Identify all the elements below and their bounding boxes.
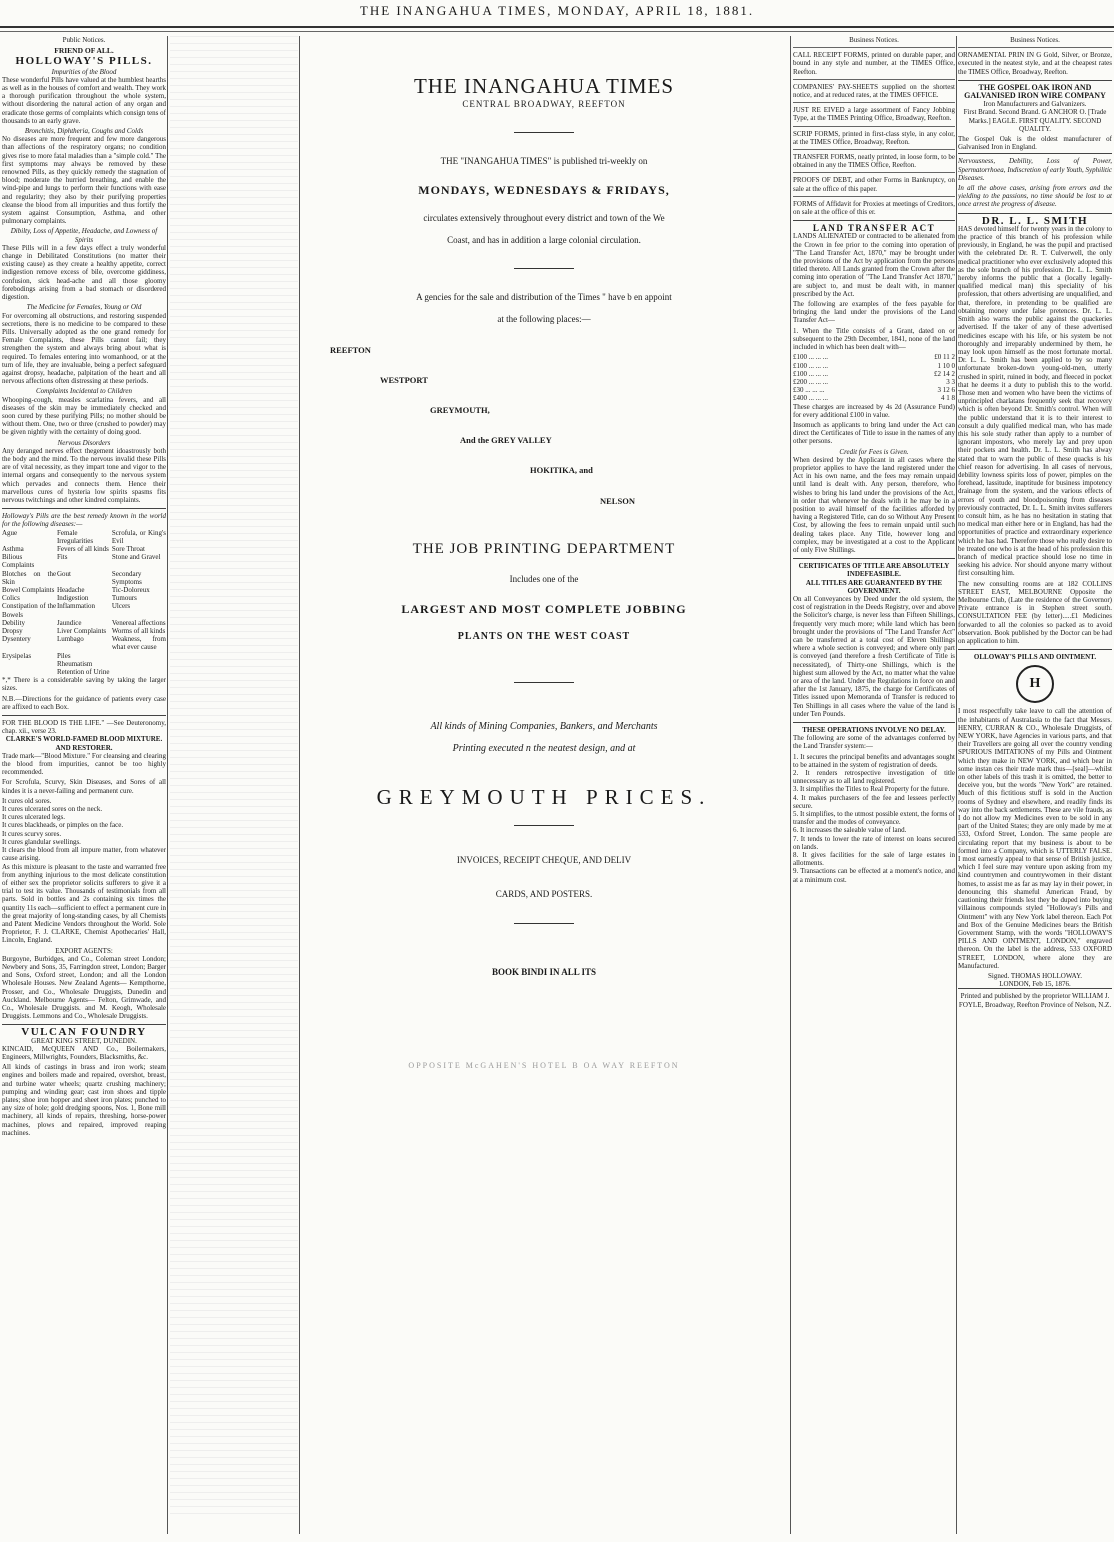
friend-heading: FRIEND OF ALL. — [54, 46, 114, 56]
cure-item: It cures blackheads, or pimples on the face. — [2, 821, 124, 830]
separator — [514, 682, 574, 683]
advantage-item: 5. It simplifies, to the utmost possible extent, the forms of transfer and the modes of conveyance. — [793, 810, 955, 827]
signature-date: LONDON, Feb 15, 1876. — [999, 980, 1071, 989]
column-header: Business Notices. — [1010, 36, 1060, 44]
forms-notice: FORMS of Affidavit for Proxies at meetings of Creditors, on sale at the office of this er. — [793, 196, 955, 216]
disease-cell: Dropsy — [2, 627, 23, 636]
signature: Signed. THOMAS HOLLOWAY. — [988, 971, 1082, 980]
children-text: Whooping-cough, measles scarlatina fevers, and all diseases of the skin may be immediately checked and soon cured by these purifying Pills; no mother should be without them. One, two or three (crushed to powder) may be given nightly with the certainty of doing good. — [2, 395, 166, 437]
address-footer: OPPOSITE McGAHEN'S HOTEL B OA WAY REEFTON — [408, 1060, 680, 1070]
job-printing-title: THE JOB PRINTING DEPARTMENT — [412, 540, 676, 557]
fee-note: These charges are increased by 4s 2d (Assurance Fund) for every additional £100 in value. — [793, 402, 955, 419]
impurities-heading: Impurities of the Blood — [51, 67, 117, 76]
advantage-item: 2. It renders retrospective investigation of title unnecessary as to all land registered. — [793, 769, 955, 786]
disease-row — [2, 570, 166, 586]
published-line: THE "INANGAHUA TIMES" is published tri-weekly on — [440, 156, 648, 167]
disease-row — [2, 619, 166, 627]
advantage-item: 9. Transactions can be effected at a moment's notice, and at a minimum cost. — [793, 867, 955, 884]
females-text: For overcoming all obstructions, and restoring suspended secretions, there is no medicine to be compared to these Pills. Universally adopted as the one grand remedy for Female Complaints, these Pills cannot fail; they strengthen the system and always bring about what is required. To females entering into womanhood, or at the turn of life, they are invaluable, being a perfect safeguard against dropsy, headache, palpitation of the heart and all nervous affections often distressing at these periods. — [2, 311, 166, 386]
fee-cell: £200 ... ... ... — [793, 377, 828, 386]
disease-cell: Dysentery — [2, 635, 31, 644]
vulcan-address: GREAT KING STREET, DUNEDIN. — [31, 1036, 137, 1045]
disease-cell: Tumours — [111, 594, 137, 603]
cures-list — [2, 797, 166, 863]
dr-smith-consult: The new consulting rooms are at 182 COLLINS STREET EAST, MELBOURNE Opposite the Melbourne Club, (Late the residence of the Governor) Private entrance is in Stephen street south. CONSULTATION FEE (by letter).....£1 Medicines forwarded to all the colonies so packed as to avoid observation. Book published by the Doctor can be had on application to him. — [958, 579, 1112, 646]
fees-table — [793, 353, 955, 402]
largest-line: LARGEST AND MOST COMPLETE JOBBING — [401, 602, 687, 617]
disease-cell: Bilious Complaints — [2, 553, 35, 570]
vulcan-title: VULCAN FOUNDRY — [2, 1024, 166, 1036]
gospel-oak-brands: First Brand. Second Brand. G ANCHOR O. [Trade Marks.] EAGLE. FIRST QUALITY. SECOND QUALITY. — [963, 108, 1107, 133]
fee-cell: 1 10 0 — [937, 361, 955, 370]
kincaid-text: All kinds of castings in brass and iron work; steam engines and boilers made and repaired, overshot, breast, and turbine water wheels; quartz crushing machinery; pumping and winding gear; cast iron shoes and tipple plates; shoe iron hopper and sheet iron plates; punched to any size of hole; gold dredging spoons, Nos. 1, Bone mill machinery, all kinds of repairs, threshing, horse-power machines, plows and repaired, improved reaping machines. — [2, 1063, 166, 1137]
scrip-notice: SCRIP FORMS, printed in first-class style, in any color, at the TIMES Office, Broadway, Reefton. — [793, 126, 955, 146]
guaranteed-heading: ALL TITLES ARE GUARANTEED BY THE GOVERNMENT. — [805, 578, 943, 595]
fee-cell: £2 14 2 — [934, 369, 955, 378]
disease-cell — [2, 668, 56, 676]
times-address: CENTRAL BROADWAY, REEFTON — [462, 99, 626, 110]
call-receipt-notice: CALL RECEIPT FORMS, printed on durable paper, and bound in any style and number, at the TIMES Office, Reefton. — [793, 47, 955, 76]
certificates-heading: CERTIFICATES OF TITLE ARE ABSOLUTELY INDEFEASIBLE. — [793, 558, 955, 578]
advantage-item: 6. It increases the saleable value of land. — [793, 826, 907, 835]
disease-cell: Jaundice — [56, 618, 82, 627]
disease-row — [2, 627, 166, 635]
disease-cell: Female Irregularities — [56, 528, 94, 545]
disease-row — [2, 660, 166, 668]
cards-line: CARDS, AND POSTERS. — [495, 889, 593, 900]
ornamental-notice: ORNAMENTAL PRIN IN G Gold, Silver, or Bronze, executed in the neatest style, and at the cheapest rates the TIMES Office, Broadway, Reefton. — [958, 47, 1112, 76]
land-transfer-text: LANDS ALIENATED or contracted to be alienated from the Crown in fee prior to the coming into operation of "The Land Transfer Act, 1870," may be brought under the provisions of the Act by application from the persons titled thereto. All Lands granted from the Crown after the coming into operation of "The Land Transfer Act 1870," are subject to, and must be dealt with, in manner prescribed by the Act. — [793, 232, 955, 298]
disease-row — [2, 553, 166, 569]
disease-cell — [112, 652, 166, 660]
greymouth-prices: GREYMOUTH PRICES. — [376, 785, 712, 810]
places-intro: at the following places:— — [497, 314, 591, 325]
proofs-notice: PROOFS OF DEBT, and other Forms in Bankruptcy, on sale at the office of this paper. — [793, 172, 955, 192]
advantages-intro: The following are some of the advantages conferred by the Land Transfer system:— — [793, 734, 955, 751]
disease-cell: Lumbago — [56, 635, 84, 644]
nervous-heading: Nervous Disorders — [57, 438, 111, 447]
cure-item: It cures ulcerated legs. — [2, 813, 65, 822]
advantages-list — [793, 753, 955, 884]
fee-cell: £30 ... ... ... — [793, 386, 825, 395]
disease-cell — [2, 660, 56, 668]
cure-item: It cures old sores. — [2, 796, 52, 805]
fee-cell: £400 ... ... ... — [793, 394, 828, 403]
nervousness-text: In all the above cases, arising from errors and the yielding to the passions, no time should be lost to at once arrest the progress of disease. — [958, 184, 1112, 209]
clarke-title: CLARKE'S WORLD-FAMED BLOOD MIXTURE. AND RESTORER. — [5, 735, 163, 752]
credit-heading: Credit for Fees is Given. — [839, 447, 909, 456]
disease-row — [2, 668, 166, 676]
fee-row — [793, 353, 955, 361]
disease-cell: Scrofula, or King's Evil — [111, 528, 166, 545]
disease-cell: Worms of all kinds — [111, 627, 166, 636]
plants-line: PLANTS ON THE WEST COAST — [457, 631, 631, 643]
diseases-table — [2, 529, 166, 677]
times-title: THE INANGAHUA TIMES — [413, 74, 675, 98]
holloway-pills-title: HOLLOWAY'S PILLS. — [15, 55, 153, 68]
cure-item: It cures scurvy sores. — [2, 829, 62, 838]
disease-cell: Weakness, from what ever cause — [111, 635, 166, 652]
invoices-line: INVOICES, RECEIPT CHEQUE, AND DELIV — [456, 855, 632, 866]
fee-cell: £100 ... ... ... — [793, 369, 828, 378]
fee-row — [793, 394, 955, 402]
includes-line: Includes one of the — [509, 574, 579, 585]
circulates-line: circulates extensively throughout every district and town of the We — [423, 212, 665, 223]
debility-text: These Pills will in a few days effect a truly wonderful change in Debilitated Constitutions (no matter their existing cause) as they create a healthy appetite, correct indigestion remove excess of bile, overcome giddiness, confusion, sick head-ache and all those gloomy forebodings arising from a bad stomach or disordered digestion. — [2, 243, 166, 302]
disease-row — [2, 586, 166, 594]
dr-smith-title: DR. L. L. SMITH — [958, 213, 1112, 225]
holloway-warning-title: OLLOWAY'S PILLS AND OINTMENT. — [958, 649, 1112, 661]
fee-row — [793, 362, 955, 370]
disease-row — [2, 602, 166, 618]
pay-sheets-notice: COMPANIES' PAY-SHEETS supplied on the shortest notice, and at reduced rates, at the TIMES OFFICE. — [793, 79, 955, 99]
gospel-oak-title: THE GOSPEL OAK IRON AND GALVANISED IRON WIRE COMPANY — [958, 80, 1112, 100]
coast-line: Coast, and has in addition a large colonial circulation. — [447, 235, 641, 246]
cure-item: It clears the blood from all impure matter, from whatever cause arising. — [2, 846, 166, 863]
disease-cell: Retention of Urine — [56, 668, 110, 677]
separator — [514, 923, 574, 924]
type-notice: JUST RE EIVED a large assortment of Fancy Jobbing Type, at the TIMES Printing Office, Broadway, Reefton. — [793, 102, 955, 122]
place-reefton: REEFTON — [330, 344, 371, 355]
disease-cell: Ague — [2, 528, 18, 537]
land-transfer-title: LAND TRANSFER ACT — [793, 220, 955, 232]
disease-cell: Fevers of all kinds — [56, 544, 109, 553]
advantage-item: 3. It simplifies the Titles to Real Property for the future. — [793, 785, 950, 794]
place-grey-valley: And the GREY VALLEY — [460, 435, 552, 446]
column-business-notices-2 — [958, 36, 1112, 1532]
disease-cell: Indigestion — [56, 594, 89, 603]
fee-row — [793, 386, 955, 394]
disease-cell — [112, 668, 166, 676]
disease-row — [2, 545, 166, 553]
trade-mark-seal-icon: H — [1016, 665, 1054, 703]
cure-item: It cures glandular swellings. — [2, 837, 81, 846]
disease-cell: Fits — [56, 553, 68, 562]
fee-row — [793, 378, 955, 386]
book-binding-line: BOOK BINDI IN ALL ITS — [491, 966, 597, 977]
mining-line: All kinds of Mining Companies, Bankers, and Merchants — [430, 720, 658, 732]
dr-smith-text: HAS devoted himself for twenty years in the colony to the practice of this branch of his profession while previously, in England, he was the pupil and practised with the celebrated Dr. R. T. Culverwell, the only medical practitioner who ever exclusively adopted this as the sole branch of his profession. Dr. L. L. Smith hereby informs the public that a (locally legally-qualified medical man) this speciality of his profession, that others advertising are unqualified, and that, therefore, in pretending to be qualified are obtaining money under false pretences. Dr. L. L. Smith also warns the public against the quackeries advertised. If the taker of any of these advertised medicines escape with his life, or his system be not thoroughly and irreparably undermined by them, he may look upon himself as the most fortunate mortal. Dr. L. L. Smith has been applied to by so many unfortunate broken-down young-old-men, utterly crushed in spirit, ruined in body, and fleeced in pocket that he deems it a duty to publish this to the world. Those men and women who have been the victims of unprincipled charlatans frequently seek that recovery which is often beyond Dr. Smith's control. When will the public understand that it is to their interest to consult a duly qualified medical man, who has made this his sole study rather than apply to a number of ignorant impostors, who merely lay and prey upon their pockets and health. Dr. L. L. Smith has alway stated that to warn the public of these quacks is his chief reason for advertising. In all cases of nervous, debility lowness spirits loss of power, pimples on the forehead, lassitude, inaptitude for business impotency drainage from the system, and the various effects of errors of youth and bloodpoisoning from diseases previously contracted, Dr. L. L. Smith invites sufferers to consult him, as he has no hesitation in stating that no medical man either here or in England, has had the opportunities of practice and extraordinary experience which he has had. Therefore those who really desire to be treated one who is at the head of his profession this branch of medical practice should lose no time in seeking his advice. Nor should anyone marry without first consulting him. — [958, 224, 1112, 578]
kincaid-heading: KINCAID, McQUEEN AND Co., Boilermakers, Engineers, Millwrights, Founders, Blacksmiths, &c. — [2, 1044, 166, 1061]
separator — [514, 825, 574, 826]
printer-imprint: Printed and published by the proprietor WILLIAM J. FOYLE, Broadway, Reefton Province of Nelson, N.Z. — [958, 988, 1112, 1008]
disease-cell: Liver Complaints — [56, 627, 107, 636]
insomuch-text: Insomuch as applicants to bring land under the Act can direct the Certificates of Title to issue in the names of any other persons. — [793, 420, 955, 446]
column-faded — [170, 36, 298, 1532]
clarke-text: As this mixture is pleasant to the taste and warranted free from anything injurious to the most delicate constitution of either sex the proprietor solicits sufferers to give it a trial to test its value. Thousands of testimonials from all parts. Sold in bottles and 2s containing six times the quantity 11s each—sufficient to effect a permanent cure in the great majority of long-standing cases, by all Chemists and Patent Medicine Vendors throughout the World. Sole Proprietor, F. J. CLARKE, Chemist Apothecaries' Hall, Lincoln, England. — [2, 862, 166, 945]
fee-cell: 3 3 — [946, 377, 955, 386]
disease-cell: Venereal affections — [111, 618, 166, 627]
disease-cell: Headache — [56, 586, 85, 594]
agents-text: Burgoyne, Burbidges, and Co., Coleman street London; Newbery and Sons, 35, Farringdon street, London; Barger and Sons, Oxford street, London; and all the London Wholesale Houses. New Zealand Agents— Kempthorne, Prosser, and Co., Wholesale Druggists, Dunedin and Auckland. Melbourne Agents— Felton, Grimwade, and Co., Wholesale Druggists. and M. Keogh, Wholesale Druggists. Lemmons and Co., Wholesale Druggists. — [2, 954, 166, 1021]
disease-row — [2, 635, 166, 651]
disease-cell: Secondary Symptoms — [111, 569, 142, 586]
disease-cell: Bowel Complaints — [2, 586, 55, 594]
place-nelson: NELSON — [600, 495, 635, 506]
disease-cell: Tic-Doloreux — [111, 586, 150, 594]
column-header: Public Notices. — [62, 36, 106, 44]
disease-cell: Sore Throat — [111, 544, 145, 553]
nb-note: N.B.—Directions for the guidance of patients every case are affixed to each Box. — [2, 694, 166, 711]
disease-cell: Asthma — [2, 544, 24, 553]
nervousness-heading: Nervousness, Debility, Loss of Power, Spermatorrhoea, Indiscretion of early Youth, Syphilitic Diseases. — [958, 153, 1112, 182]
disease-cell: Erysipelas — [2, 651, 32, 660]
gospel-oak-text: The Gospel Oak is the oldest manufacturer of Galvanised Iron in England. — [958, 135, 1112, 152]
debility-heading: Dibilty, Loss of Appetite, Headache, and Lowness of Spirits — [10, 227, 158, 244]
saving-note: *,* There is a considerable saving by taking the larger sizes. — [2, 676, 166, 693]
disease-cell: Rheumatism — [56, 659, 93, 668]
gospel-oak-subtitle: Iron Manufacturers and Galvanizers. — [983, 100, 1087, 109]
fee-cell: 4 1 8 — [941, 394, 955, 403]
remedy-heading: Holloway's Pills are the best remedy known in the world for the following diseases:— — [2, 508, 166, 528]
fees-intro: The following are examples of the fees payable for bringing the land under the provisions of the Land Transfer Act— — [793, 300, 955, 325]
disease-cell: Stone and Gravel — [111, 553, 161, 562]
disease-cell: Piles — [56, 651, 71, 660]
cure-item: It cures ulcerated sores on the neck. — [2, 805, 103, 814]
agencies-line: A gencies for the sale and distribution of the Times " have b en appoint — [416, 292, 672, 303]
fee-cell: 3 12 6 — [937, 386, 955, 395]
nervous-text: Any deranged nerves effect thegement idoastrously both the body and the mind. To the nervous invalid these Pills are of vital necessity, as they impart tone and vigor to the internal organs and consequently to the nervous system which pervades and connects them. Hence their marvellous cures of hysteria low spirits spasms fits nervous twitchings and other kindred complaints. — [2, 446, 166, 504]
disease-cell: Debility — [2, 618, 25, 627]
disease-row — [2, 594, 166, 602]
disease-cell: Ulcers — [111, 602, 131, 611]
transfer-notice: TRANSFER FORMS, neatly printed, in loose form, to be obtained in any the TIMES Office, Reefton. — [793, 149, 955, 169]
column-header: Business Notices. — [849, 36, 899, 44]
column-times-advert — [300, 36, 788, 1532]
fee-row — [793, 370, 955, 378]
disease-row — [2, 652, 166, 660]
advantage-item: 7. It tends to lower the rate of interest on loans secured on lands. — [793, 834, 955, 851]
bronchitis-text: No diseases are more frequent and few more dangerous than affections of the respiratory organs; no condition gives rise to more fatal maladies than a "simple cold." The first symptoms may always be removed by these renowned Pills, as they quickly remedy the stagnation of blood; moderate the hurried breathing, and enable the wind-pipe and lungs to perform their functions with ease and regularity; they also by their purifying properties cleanse the blood from all impurities and thus fortify the system against Consumption, Asthma, and other pulmonary complaints. — [2, 135, 166, 226]
place-westport: WESTPORT — [380, 374, 428, 385]
advantage-item: 4. It makes purchasers of the fee and lessees perfectly secure. — [793, 793, 955, 810]
disease-cell: Inflammation — [56, 602, 96, 611]
females-heading: The Medicine for Females, Young or Old — [26, 303, 142, 312]
blood-life-heading: FOR THE BLOOD IS THE LIFE." —See Deuteronomy, chap. xii., verse 23. — [2, 715, 166, 735]
column-divider — [956, 36, 957, 1534]
column-public-notices — [2, 36, 166, 1532]
guaranteed-text: On all Conveyances by Deed under the old system, the cost of registration in the Deeds Registry, over and above the Solicitor's charge, is never less than Fifteen Shillings, frequently very much more; while land which has been brought under the provisions of "The Land Transfer Act" can be transferred at a total cost of Eleven Shillings where a whole section is conveyed; and where only part is conveyed (and therefore a fresh Certificate of Title is necessitated), of Thirty-one Shillings, which is the highest sum allowed by the Act, no matter what the value or area of the land. Under the Regulations in force on and after the 1st January, 1875, the charge for Certificates of Titles issued upon Memoranda of Transfer is reduced to Ten Shillings in all cases where the value of the land is under Ten Pounds. — [793, 594, 955, 718]
disease-cell: Constipation of the Bowels — [2, 602, 57, 619]
advantage-item: 8. It gives facilities for the sale of large estates in allotments. — [793, 851, 955, 868]
bronchitis-heading: Bronchitis, Diphtheria, Coughs and Colds — [24, 127, 144, 136]
masthead-rule — [0, 26, 1114, 32]
column-business-notices — [793, 36, 955, 1532]
holloway-warning-text: I most respectfully take leave to call the attention of the inhabitants of Australasia to the fact that Messrs. HENRY, CURRAN & CO., Wholesale Druggists, of NEW YORK, have Agencies in various parts, and that their Travellers are going all over the country vending SPURIOUS IMITATIONS of my Pills and Ointment which they make in NEW YORK, and which bear in some instan ces their trade mark thus—[seal]—whilst on other labels of this trash it is omitted, the better to deceive you, but the words "New York" are retained. Much of this fictitious stuff is sold in the Auction rooms of Sydney and elsewhere, and readily finds its way into the back settlements. These are vile frauds, as I do not allow my Medicines even to be sold in any part of the United States; they are only made by me at 533, Oxford Street, London. The same people are circulating report that my business is about to be formed into a Company, which is UTTERLY FALSE. I most earnestly appeal to that sense of British justice, which I feel sure may venture upon asking from my kind countrymen and countrywomen in their distant homes, to assist me as far as may lay in their power, in denouncing this shameful American Fraud, by cautioning their friends lest they be duped into buying villainous compounds styled "Holloway's Pills and Ointment" with any New York label thereon. Each Pot and Box of the Genuine Medicines bears the British Government Stamp, with the words "HOLLOWAY'S PILLS AND OINTMENT, LONDON," engraved thereon. On the label is the address, 533 OXFORD STREET, LONDON, where alone they are Manufactured. — [958, 707, 1112, 970]
disease-cell: Colics — [2, 594, 20, 603]
place-greymouth: GREYMOUTH, — [430, 405, 490, 416]
fee-condition: 1. When the Title consists of a Grant, dated on or subsequent to the 29th December, 1841, none of the land included in which has been dealt with— — [793, 326, 955, 352]
trade-mark-text: Trade mark—"Blood Mixture." For cleansing and clearing the blood from impurities, cannot be too highly recommended. — [2, 751, 166, 777]
advantage-item: 1. It secures the principal benefits and advantages sought to be attained in the system of registration of deeds. — [793, 752, 955, 769]
fee-cell: £100 ... ... ... — [793, 361, 828, 370]
impurities-text: These wonderful Pills have valued at the humblest hearths as well as in the houses of comfort and wealth. They work a thorough purification throughout the whole system, without disordering the natural action of any organ and eradicate those germs of complaints which consign tens of thousands to an early grave. — [2, 75, 166, 125]
column-divider — [790, 36, 791, 1534]
disease-cell: Blotches on the Skin — [2, 569, 57, 586]
operations-heading: THESE OPERATIONS INVOLVE NO DELAY. — [793, 722, 955, 734]
separator — [514, 268, 574, 269]
export-heading: EXPORT AGENTS: — [55, 946, 113, 955]
fee-cell: £100 ... ... ... — [793, 353, 828, 362]
separator — [514, 132, 574, 133]
column-divider — [167, 36, 168, 1534]
credit-text: When desired by the Applicant in all cases where the proprietor applies to have the land registered under the Act in his own name, and the fees may remain unpaid until land is dealt with. Any person, therefore, who wishes to bring his land under the provisions of the Act, in order that whenever he deals with it he may be in a position to avail himself of the facilities afforded by having a Registered Title, can do so Without Any Present Cost, by allowing the fees to remain unpaid until such dealing takes place. Any Title, however long and complex, may be investigated at a cost to the Applicant of only Five Shillings. — [793, 455, 955, 554]
masthead: THE INANGAHUA TIMES, MONDAY, APRIL 18, 1881. — [359, 3, 755, 18]
printing-line: Printing executed n the neatest design, and at — [452, 742, 636, 754]
fee-cell: £0 11 2 — [934, 353, 955, 362]
children-heading: Complaints Incidental to Children — [36, 387, 132, 396]
place-hokitika: HOKITIKA, and — [530, 465, 593, 476]
disease-cell — [112, 660, 166, 668]
disease-cell: Gout — [56, 569, 71, 578]
publication-days: MONDAYS, WEDNESDAYS & FRIDAYS, — [418, 182, 670, 197]
disease-row — [2, 529, 166, 545]
scrofula-text: For Scrofula, Scurvy, Skin Diseases, and Sores of all kindes it is a never-failing and permanent cure. — [2, 778, 166, 795]
